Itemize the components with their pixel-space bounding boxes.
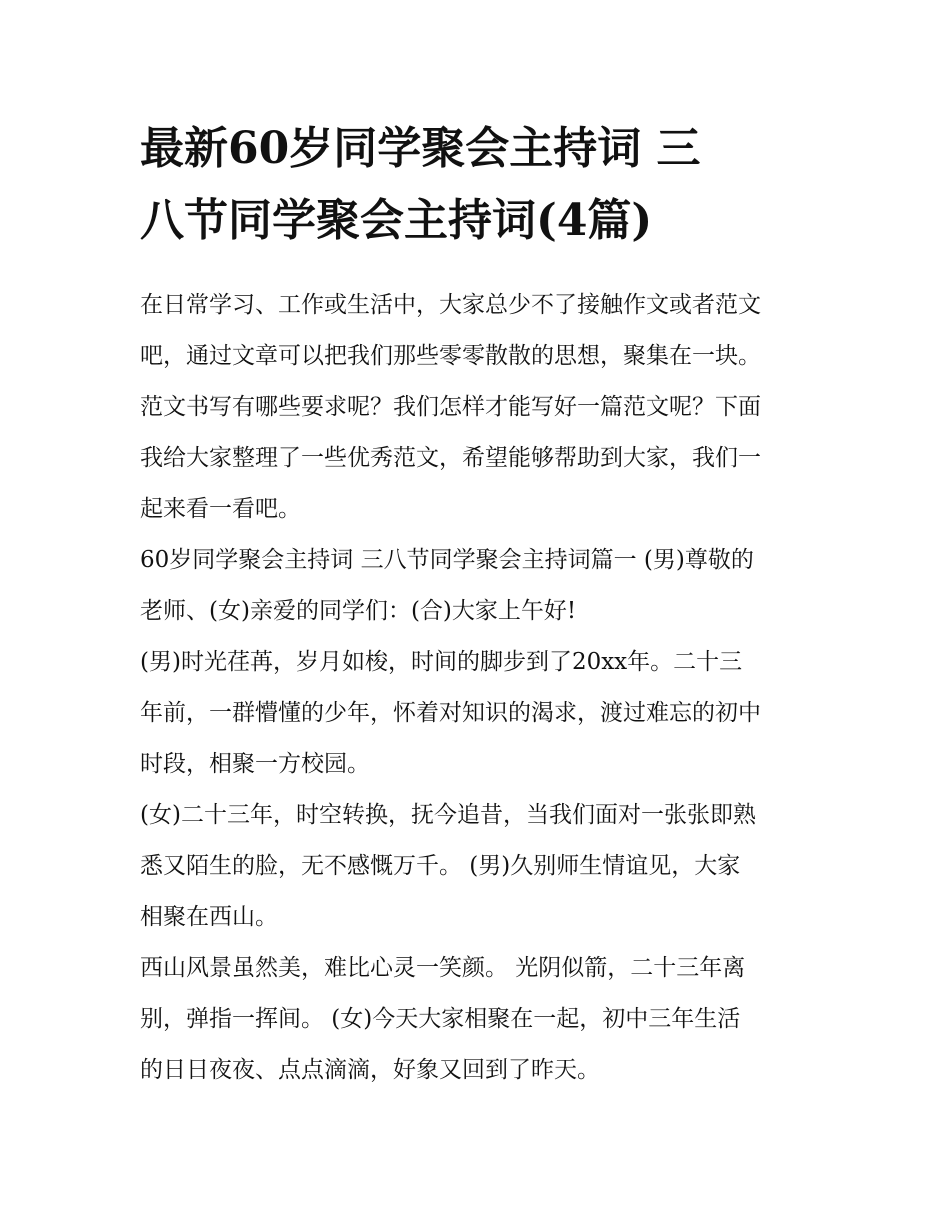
text-line: 吧，通过文章可以把我们那些零零散散的思想，聚集在一块。 xyxy=(140,343,761,369)
text-line: 西山风景虽然美，难比心灵一笑颜。 光阴似箭，二十三年离 xyxy=(140,955,746,981)
paragraph-xishan xyxy=(140,943,820,1096)
text-line: 我给大家整理了一些优秀范文，希望能够帮助到大家，我们一 xyxy=(140,445,761,471)
text-line: 悉又陌生的脸，无不感慨万千。 (男)久别师生情谊见，大家 xyxy=(140,853,741,879)
document-title xyxy=(140,113,820,257)
text-line: 范文书写有哪些要求呢？我们怎样才能写好一篇范文呢？下面 xyxy=(140,394,761,420)
title-line: 最新60岁同学聚会主持词 三 xyxy=(140,123,701,174)
text-line: 别，弹指一挥间。 (女)今天大家相聚在一起，初中三年生活 xyxy=(140,1006,741,1032)
text-line: 年前，一群懵懂的少年，怀着对知识的渴求，渡过难忘的初中 xyxy=(140,700,761,726)
text-line: (女)二十三年，时空转换，抚今追昔，当我们面对一张张即熟 xyxy=(140,802,756,828)
text-line: 老师、(女)亲爱的同学们：(合)大家上午好! xyxy=(140,598,577,624)
paragraph-intro xyxy=(140,280,820,535)
paragraph-female-1 xyxy=(140,790,820,943)
text-line: (男)时光荏苒，岁月如梭，时间的脚步到了20xx年。二十三 xyxy=(140,649,743,675)
title-line: 八节同学聚会主持词(4篇) xyxy=(140,195,653,246)
document-body xyxy=(140,280,820,1096)
paragraph-greeting xyxy=(140,535,820,637)
text-line: 时段，相聚一方校园。 xyxy=(140,751,370,777)
text-line: 相聚在西山。 xyxy=(140,904,278,930)
text-line: 起来看一看吧。 xyxy=(140,496,301,522)
text-line: 在日常学习、工作或生活中，大家总少不了接触作文或者范文 xyxy=(140,292,761,318)
paragraph-male-1 xyxy=(140,637,820,790)
text-line: 60岁同学聚会主持词 三八节同学聚会主持词篇一 (男)尊敬的 xyxy=(140,547,754,573)
text-line: 的日日夜夜、点点滴滴，好象又回到了昨天。 xyxy=(140,1057,600,1083)
